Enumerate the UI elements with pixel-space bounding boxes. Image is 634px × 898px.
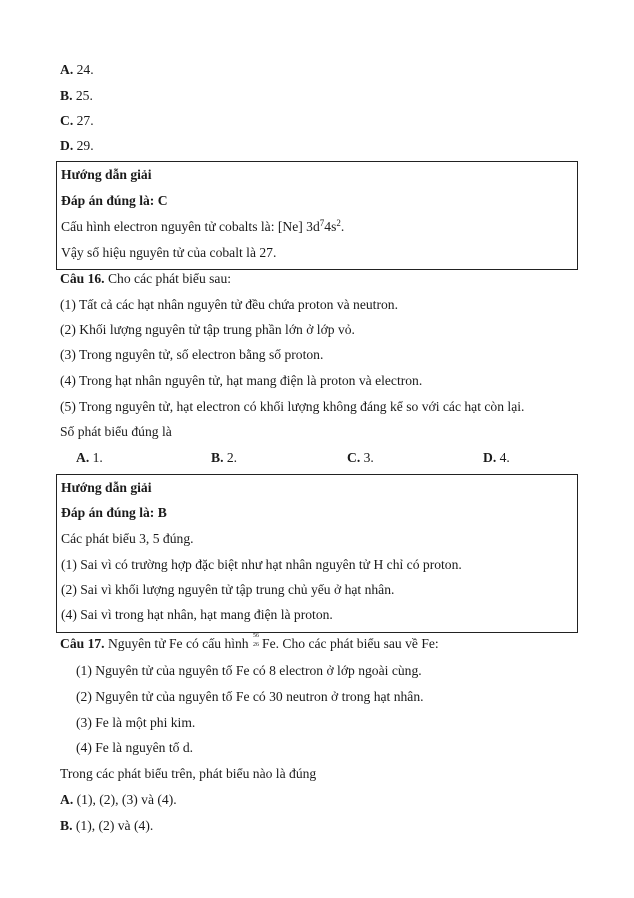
q15-answer: Đáp án đúng là: C	[61, 193, 168, 208]
q17-statement-2: (2) Nguyên tử của nguyên tố Fe có 30 neutron ở trong hạt nhân.	[76, 689, 424, 704]
q15-option-d: D. 29.	[60, 138, 94, 153]
q16-option-b: B. 2.	[211, 450, 238, 465]
q15-electron-config: Cấu hình electron nguyên tử cobalts là: [Ne] $3d^74s^2$.	[61, 218, 345, 234]
q16-statement-4: (4) Trong hạt nhân nguyên tử, hạt mang điện là proton và electron.	[60, 373, 423, 388]
q16-statement-3: (3) Trong nguyên tử, số electron bằng số proton.	[60, 347, 324, 362]
q16-option-c: C. 3.	[347, 450, 374, 465]
q16-statement-2: (2) Khối lượng nguyên tử tập trung phần lớn ở lớp vỏ.	[60, 322, 355, 337]
q15-conclusion: Vậy số hiệu nguyên tử của cobalt là 27.	[61, 245, 277, 260]
q16-solution-line-2: (1) Sai vì có trường hợp đặc biệt như hạt nhân nguyên tử H chỉ có proton.	[61, 557, 462, 572]
q16-solution-heading: Hướng dẫn giải	[61, 480, 152, 495]
q17-statement-4: (4) Fe là nguyên tố d.	[76, 740, 194, 755]
q16-option-a: A. 1.	[76, 450, 103, 465]
q15-option-a: A. 24.	[60, 62, 94, 77]
q17-option-b: B. (1), (2) và (4).	[60, 818, 154, 833]
q16-statement-5: (5) Trong nguyên tử, hạt electron có khối lượng không đáng kể so với các hạt còn lại.	[60, 399, 525, 414]
q16-answer: Đáp án đúng là: B	[61, 505, 167, 520]
q15-solution-heading: Hướng dẫn giải	[61, 167, 152, 182]
q17-question: Trong các phát biểu trên, phát biểu nào là đúng	[60, 766, 317, 781]
q16-solution-line-3: (2) Sai vì khối lượng nguyên tử tập trung chủ yếu ở hạt nhân.	[61, 582, 395, 597]
q17-prompt: Câu 17. Nguyên tử Fe có cấu hình 56 26 Fe. Cho các phát biểu sau về Fe:	[60, 633, 439, 651]
q15-option-b: B. 25.	[60, 88, 93, 103]
q17-option-a: A. (1), (2), (3) và (4).	[60, 792, 177, 807]
q16-solution-line-1: Các phát biểu 3, 5 đúng.	[61, 531, 194, 546]
q17-statement-3: (3) Fe là một phi kim.	[76, 715, 196, 730]
q16-solution-box	[56, 474, 578, 633]
q16-option-d: D. 4.	[483, 450, 510, 465]
q16-prompt: Câu 16. Cho các phát biểu sau:	[60, 271, 232, 286]
q17-statement-1: (1) Nguyên tử của nguyên tố Fe có 8 electron ở lớp ngoài cùng.	[76, 663, 422, 678]
fe-nuclide-notation: 56 26	[253, 633, 260, 648]
q15-option-c: C. 27.	[60, 113, 94, 128]
q16-statement-1: (1) Tất cả các hạt nhân nguyên tử đều chứa proton và neutron.	[60, 297, 398, 312]
q16-question: Số phát biểu đúng là	[60, 424, 172, 439]
q16-solution-line-4: (4) Sai vì trong hạt nhân, hạt mang điện là proton.	[61, 607, 333, 622]
q15-solution-box	[56, 161, 578, 270]
